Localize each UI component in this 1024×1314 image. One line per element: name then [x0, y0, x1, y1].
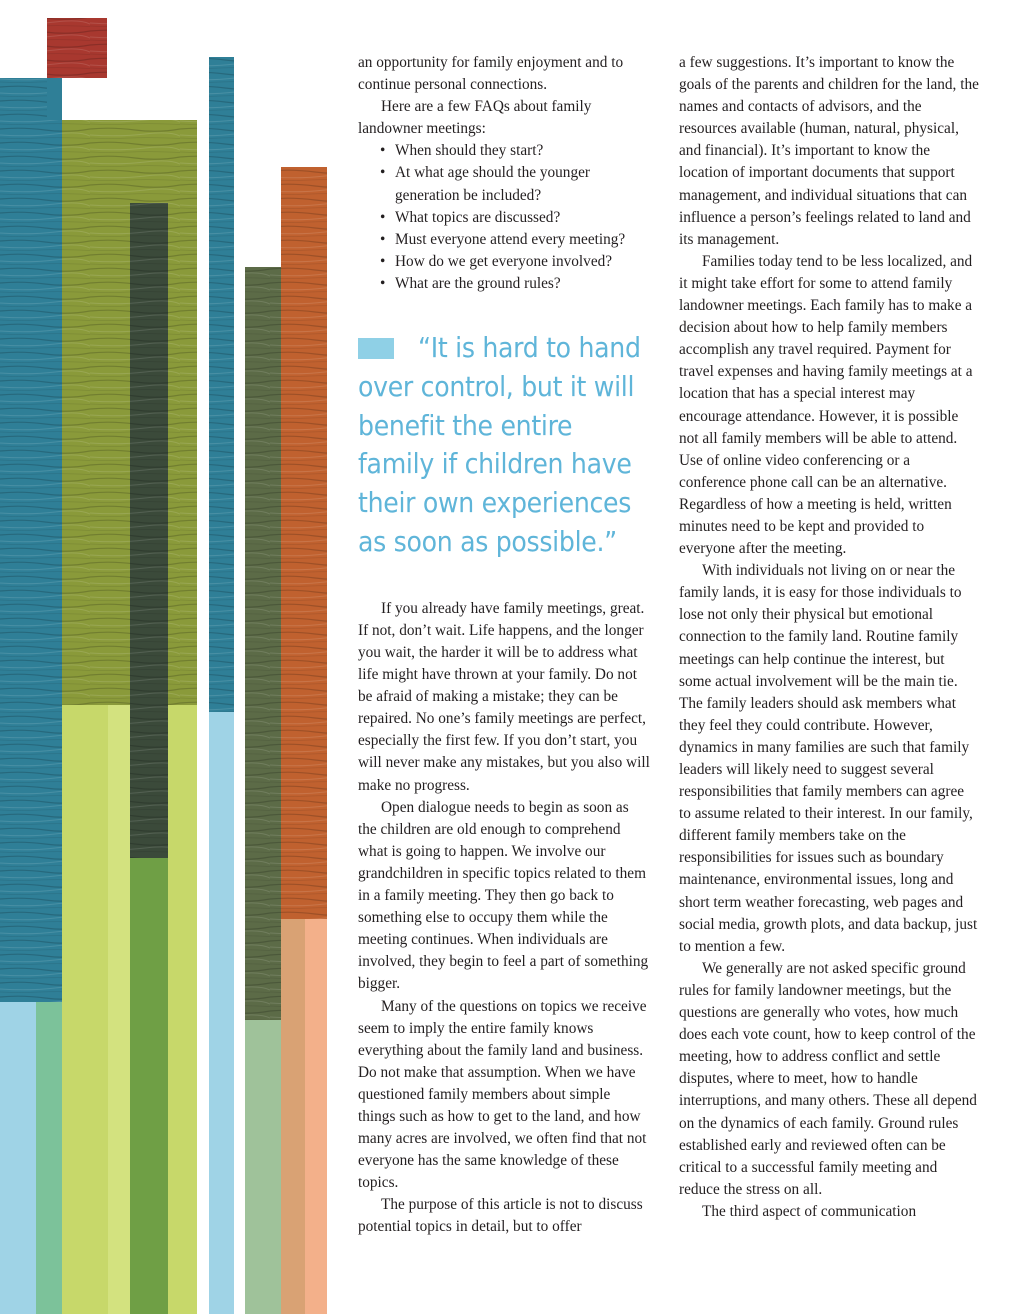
body-paragraph: We generally are not asked specific ground rules for family landowner meetings, but the questions are generally who votes, how much does each vote count, how to keep control of the meeting, how to address conflict and settle disputes, where to meet, how to handle interruptions, and many others. These all depend on the dynamics of each family. Ground rules established early and reviewed often can be critical to a successful family meeting and reduce the stress on all. [679, 959, 977, 1198]
bar-light-blue-thin [209, 712, 234, 1314]
body-paragraph: Open dialogue needs to begin as soon as the children are old enough to comprehend what is going to happen. We involve our grandchildren in specific topics related to them in a family meeting. They then go back to something else to occupy them while the meeting continues. When individuals are involved, they begin to feel a part of something bigger. [358, 798, 649, 993]
faq-list [358, 140, 650, 295]
faq-item: • What are the ground rules? [380, 273, 650, 295]
right-continuation: a few suggestions. It’s important to know the goals of the parents and children for the land, the names and contacts of advisors, and the resources available (human, natural, physical, and financial). It’s important to know the location of important documents that support management, and individual situations that can influence a person’s feelings related to land and its management. [679, 54, 979, 248]
pull-quote [358, 329, 650, 562]
pull-quote-text: “It is hard to hand over control, but it will benefit the entire family if children have their own experiences as soon as possible.” [358, 331, 641, 559]
bar-green-lower [130, 858, 168, 1314]
article-column-left [358, 52, 650, 1239]
faq-item: • How do we get everyone involved? [380, 251, 650, 273]
faq-item: • When should they start? [380, 140, 650, 162]
faq-item: • What topics are discussed? [380, 207, 650, 229]
article-column-right [679, 52, 979, 1223]
body-paragraph: If you already have family meetings, great. If not, don’t wait. Life happens, and the longer you wait, the harder it will be to address what life might have thrown at your family. Do not be afraid of making a mistake; they can be repaired. No one’s family meetings are perfect, especially the first few. If you don’t start, you will never make any mistakes, but you also will make no progress. [358, 599, 650, 794]
bar-light-blue-left [0, 1002, 36, 1314]
body-paragraph: Families today tend to be less localized, and it might take effort for some to attend family landowner meetings. Each family has to make a decision about how to help family members accomplish any travel required. Payment for travel expenses and having family meetings at a location that has a special interest may encourage attendance. However, it is possible not all family members will be able to attend. Use of online video conferencing or a conference phone call can be an alternative. Regardless of how a meeting is held, written minutes need to be kept and provided to everyone after the meeting. [679, 252, 973, 558]
decorative-wood-bars [0, 0, 340, 1314]
body-paragraph: With individuals not living on or near the family lands, it is easy for those individuals to lose not only their physical but emotional connection to the family land. Routine family meetings can help continue the interest, but some actual involvement will be the main tie. The family leaders should ask members what they feel they could contribute. However, dynamics in many families are such that family leaders will likely need to suggest several responsibilities that family members can agree to assume related to their interest. In our family, different family members take on the responsibilities for issues such as boundary maintenance, environmental issues, long and short term weather forecasting, web pages and social media, growth plots, and data backup, just to mention a few. [679, 562, 978, 955]
body-paragraph: Many of the questions on topics we receive seem to imply the entire family knows everything about the family land and business. Do not make that assumption. When we have questioned family members about simple things such as how to get to the land, and how many acres are involved, we often find that not everyone has the same knowledge of these topics. [358, 997, 647, 1192]
faq-item: • Must everyone attend every meeting? [380, 229, 650, 251]
faq-item: • At what age should the younger generation be included? [380, 162, 650, 206]
quote-marker-block [358, 338, 394, 359]
body-paragraph: The third aspect of communication [702, 1202, 917, 1220]
faq-intro: Here are a few FAQs about family landowner meetings: [358, 98, 592, 138]
body-paragraph: The purpose of this article is not to discuss potential topics in detail, but to offer [358, 1196, 643, 1236]
left-intro: an opportunity for family enjoyment and to continue personal connections. [358, 54, 624, 94]
